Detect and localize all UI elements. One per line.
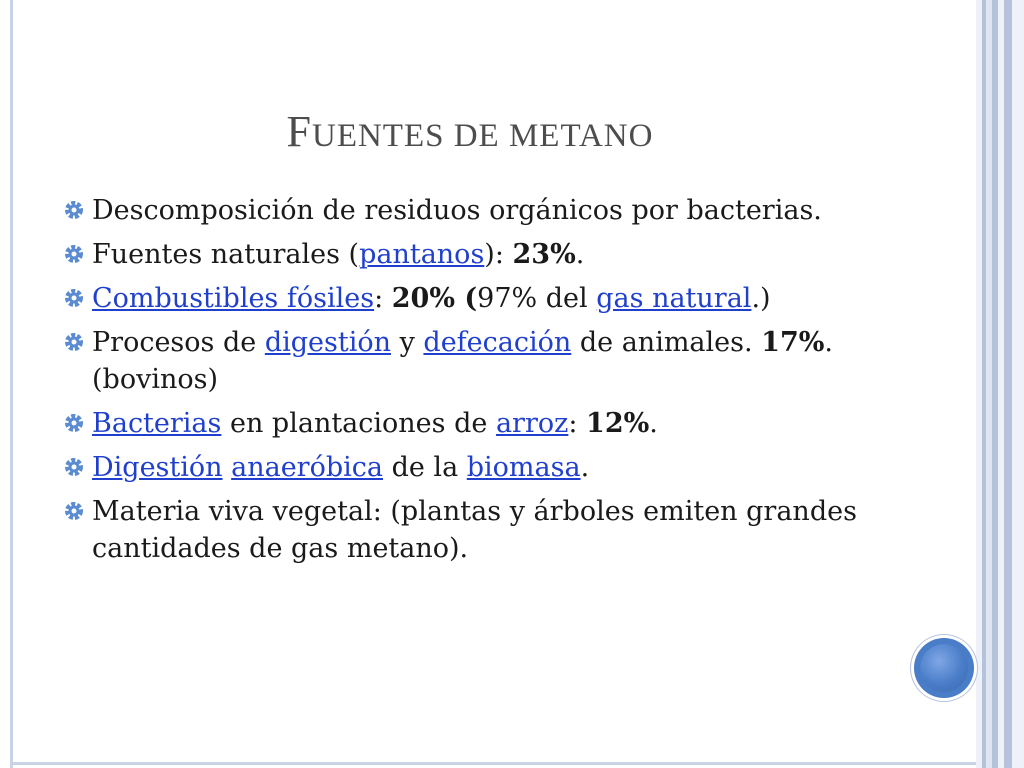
link[interactable]: digestión — [264, 327, 391, 358]
title-initial: F — [286, 107, 312, 156]
gear-bullet-icon — [64, 405, 92, 441]
text-span: . — [575, 239, 585, 270]
list-item-text — [92, 280, 771, 317]
link[interactable]: biomasa — [466, 452, 581, 483]
link[interactable]: Combustibles fósiles — [92, 283, 375, 314]
text-span: Materia viva vegetal: (plantas y árboles emiten grandes cantidades de gas metano). — [92, 496, 857, 564]
list-item-text — [92, 493, 904, 567]
link[interactable]: gas natural — [596, 283, 752, 314]
link[interactable]: defecación — [423, 327, 572, 358]
list-item-text — [92, 192, 822, 229]
gear-bullet-icon — [64, 493, 92, 529]
title-rest: UENTES DE METANO — [311, 118, 654, 154]
text-span: de la — [383, 452, 467, 483]
gear-bullet-icon — [64, 192, 92, 228]
text-span: Fuentes naturales ( — [92, 239, 360, 270]
frame-bottom-border — [10, 762, 976, 765]
text-span: . (bovinos) — [92, 327, 833, 395]
link[interactable]: Digestión — [92, 452, 223, 483]
text-span: 97% del — [477, 283, 597, 314]
gear-bullet-icon — [64, 280, 92, 316]
link[interactable]: arroz — [495, 408, 569, 439]
bold-value: 12% — [586, 408, 650, 439]
list-item — [64, 280, 904, 317]
link[interactable]: pantanos — [359, 239, 485, 270]
text-span: de animales. — [571, 327, 762, 358]
gear-bullet-icon — [64, 449, 92, 485]
circle-decoration-icon — [914, 638, 974, 698]
slide-title — [0, 106, 940, 157]
text-span: ): — [484, 239, 513, 270]
link[interactable]: Bacterias — [92, 408, 222, 439]
bold-value: 20% ( — [391, 283, 478, 314]
right-decorative-stripes — [976, 0, 1024, 768]
text-span: en plantaciones de — [221, 408, 496, 439]
list-item — [64, 324, 904, 398]
list-item-text — [92, 449, 589, 486]
list-item — [64, 493, 904, 567]
text-span: Descomposición de residuos orgánicos por bacterias. — [92, 195, 822, 226]
text-span: .) — [751, 283, 771, 314]
text-span: . — [580, 452, 590, 483]
list-item — [64, 405, 904, 442]
text-span: Procesos de — [92, 327, 265, 358]
list-item — [64, 236, 904, 273]
bullet-list — [64, 192, 904, 574]
bold-value: 23% — [512, 239, 576, 270]
text-span: . — [649, 408, 658, 439]
link[interactable]: anaeróbica — [231, 452, 383, 483]
list-item — [64, 192, 904, 229]
gear-bullet-icon — [64, 324, 92, 360]
text-span — [223, 452, 232, 483]
list-item-text — [92, 405, 658, 442]
bold-value: 17% — [761, 327, 825, 358]
list-item-text — [92, 324, 904, 398]
text-span: y — [391, 327, 424, 358]
text-span: : — [568, 408, 587, 439]
gear-bullet-icon — [64, 236, 92, 272]
list-item-text — [92, 236, 584, 273]
list-item — [64, 449, 904, 486]
text-span: : — [374, 283, 392, 314]
